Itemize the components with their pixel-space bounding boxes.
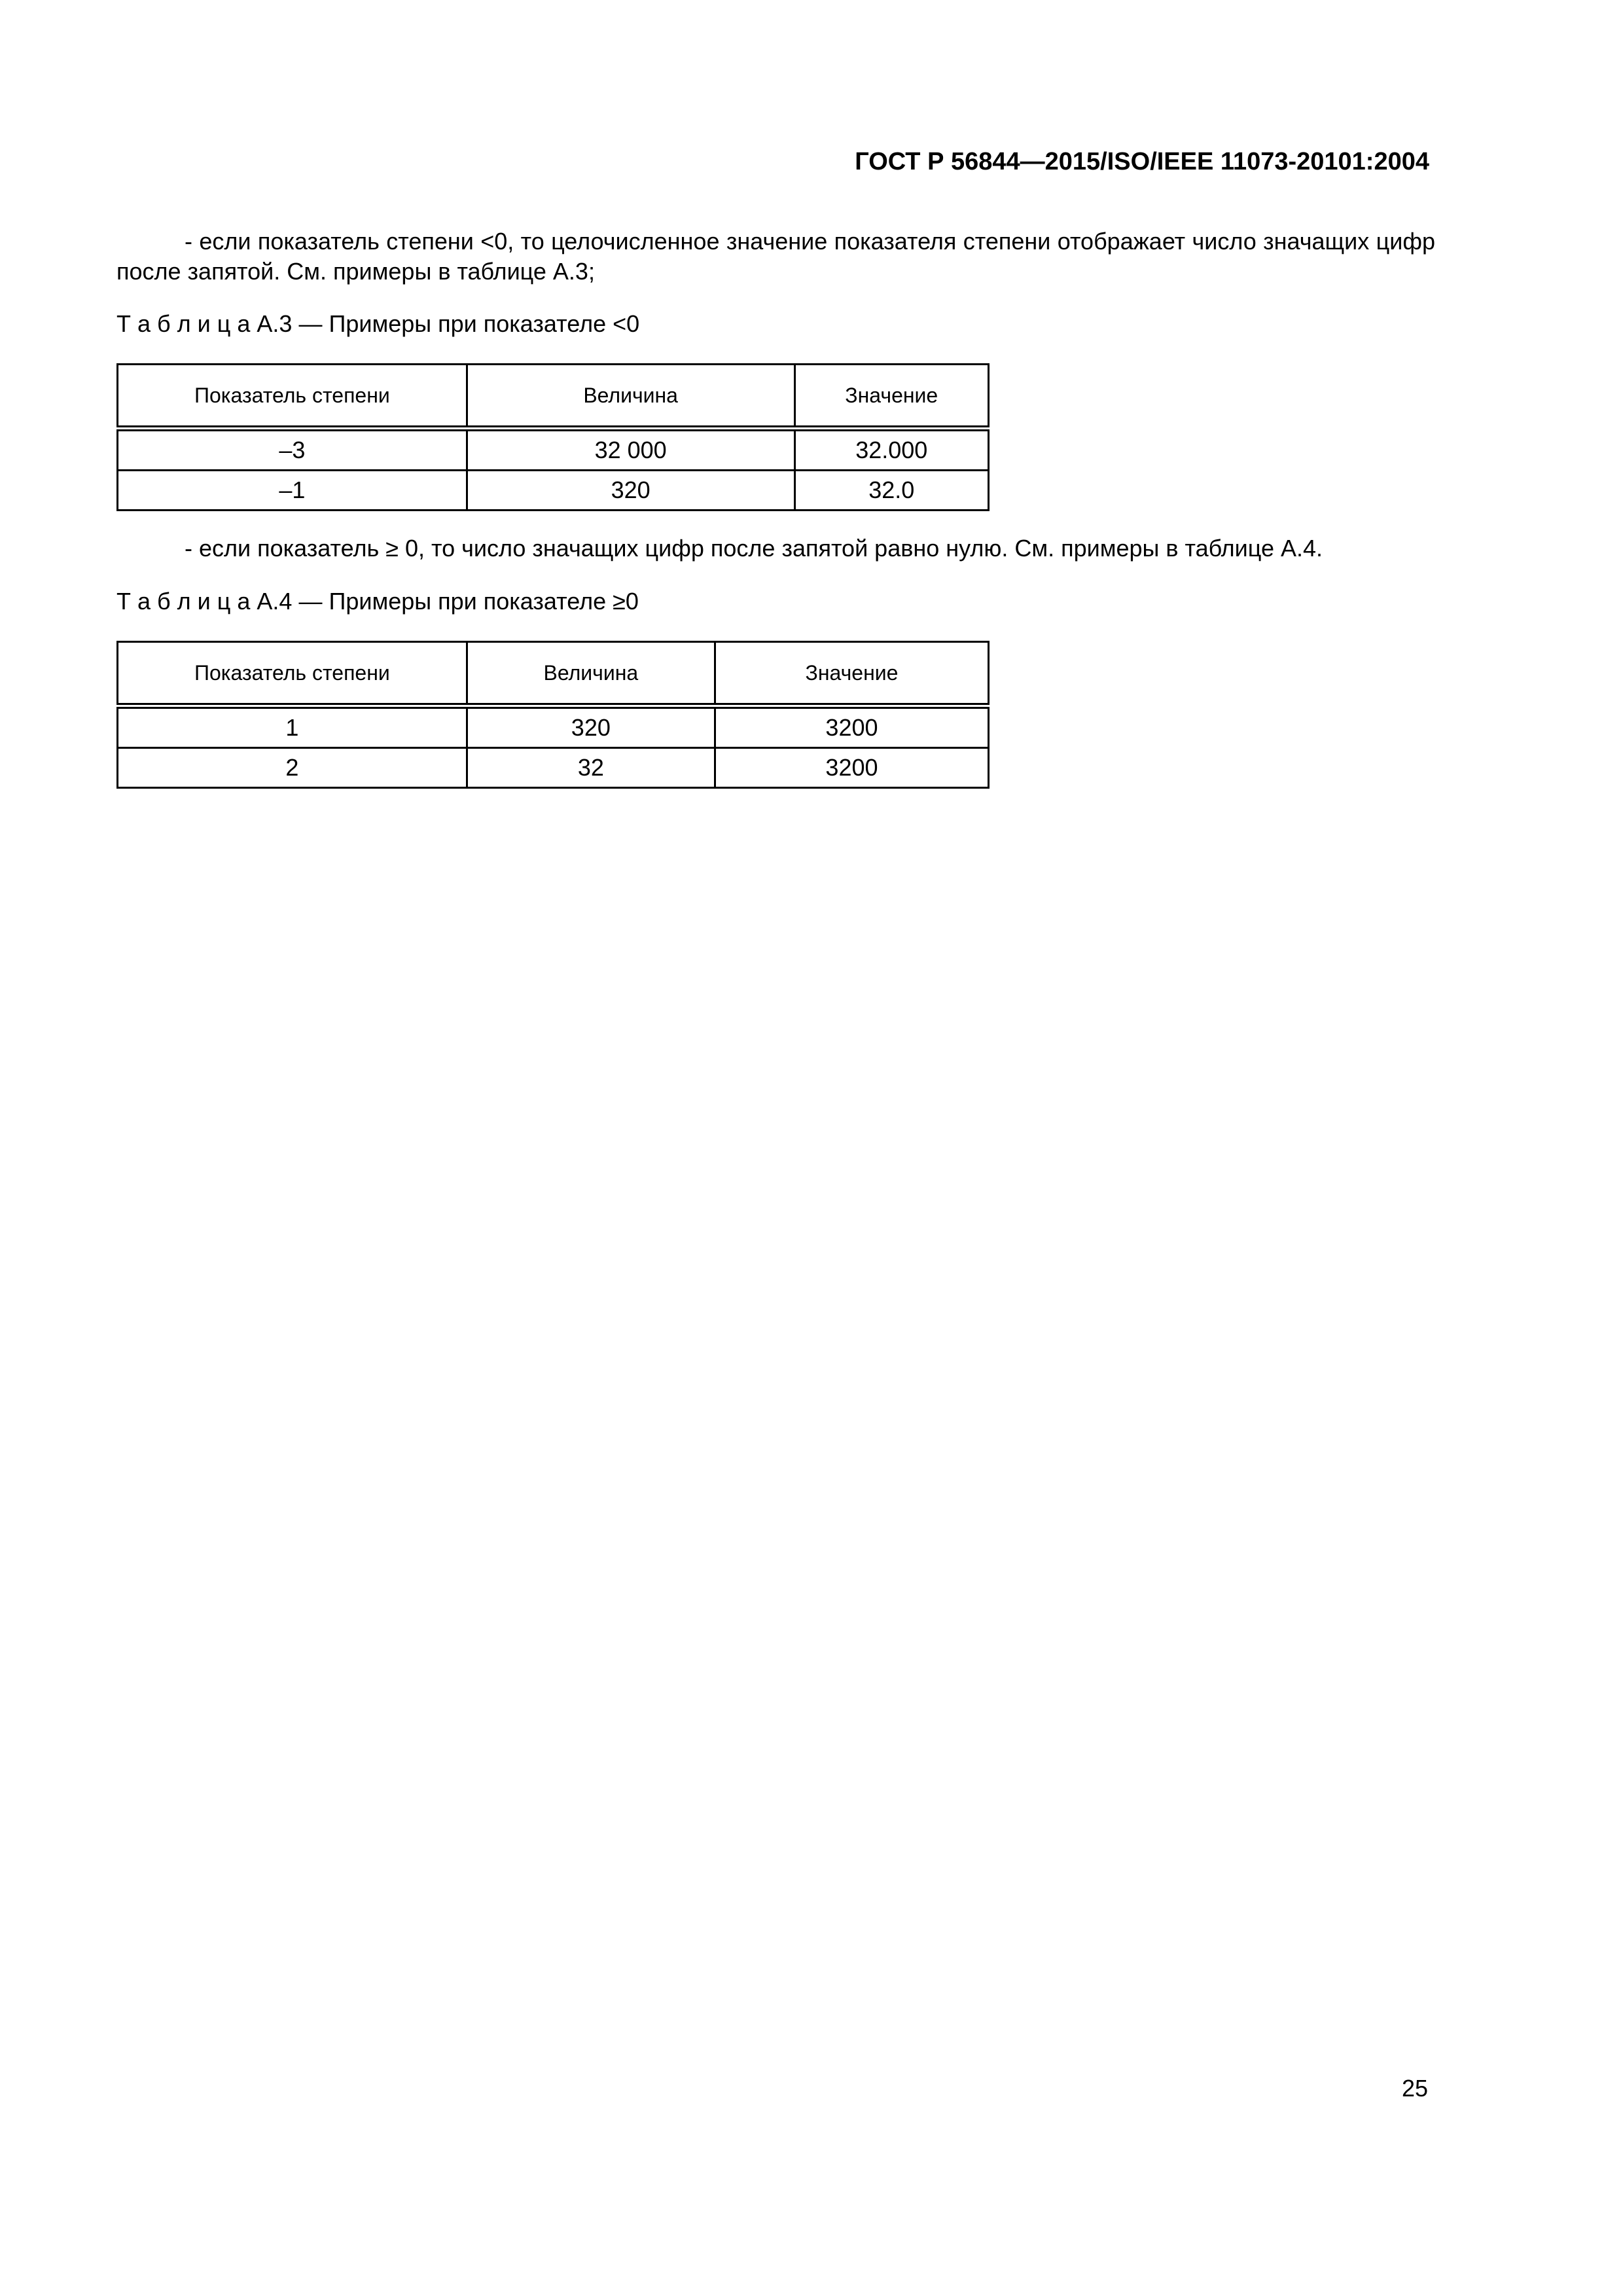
table-cell: –1 [118, 471, 467, 511]
table-cell: 32.000 [794, 429, 988, 471]
column-header: Значение [715, 642, 988, 706]
table-header-row [118, 642, 989, 706]
paragraph-exponent-negative: - если показатель степени <0, то целочисленное значение показателя степени отображает число значащих цифр после запятой. См. примеры в таблице А.3; [116, 228, 1435, 285]
column-header: Показатель степени [118, 642, 467, 706]
table-cell: 320 [467, 706, 715, 748]
table-a4-title: А.4 — Примеры при показателе ≥0 [250, 588, 639, 615]
table-row [118, 706, 989, 748]
column-header: Величина [467, 365, 794, 429]
table-cell: 32 [467, 748, 715, 788]
table-a4-label: Т а б л и ц а [116, 588, 251, 615]
column-header: Показатель степени [118, 365, 467, 429]
table-row [118, 429, 989, 471]
table-cell: 32 000 [467, 429, 794, 471]
column-header: Величина [467, 642, 715, 706]
table-cell: 32.0 [794, 471, 988, 511]
table-a3-caption [116, 309, 639, 339]
table-cell: 320 [467, 471, 794, 511]
paragraph-exponent-nonnegative: - если показатель ≥ 0, то число значащих цифр после запятой равно нулю. См. примеры в таблице А.4. [185, 535, 1323, 562]
table-row [118, 471, 989, 511]
table-cell: –3 [118, 429, 467, 471]
column-header: Значение [794, 365, 988, 429]
table-cell: 3200 [715, 748, 988, 788]
table-cell: 3200 [715, 706, 988, 748]
table-a4 [116, 641, 990, 789]
table-a3 [116, 363, 990, 511]
table-a3-title: А.3 — Примеры при показателе <0 [250, 310, 640, 337]
table-row [118, 748, 989, 788]
table-cell: 2 [118, 748, 467, 788]
table-a4-caption [116, 586, 639, 617]
page-number: 25 [1401, 2075, 1428, 2102]
table-header-row [118, 365, 989, 429]
document-header: ГОСТ Р 56844—2015/ISO/IEEE 11073-20101:2004 [855, 148, 1429, 175]
table-cell: 1 [118, 706, 467, 748]
table-a3-label: Т а б л и ц а [116, 310, 251, 337]
